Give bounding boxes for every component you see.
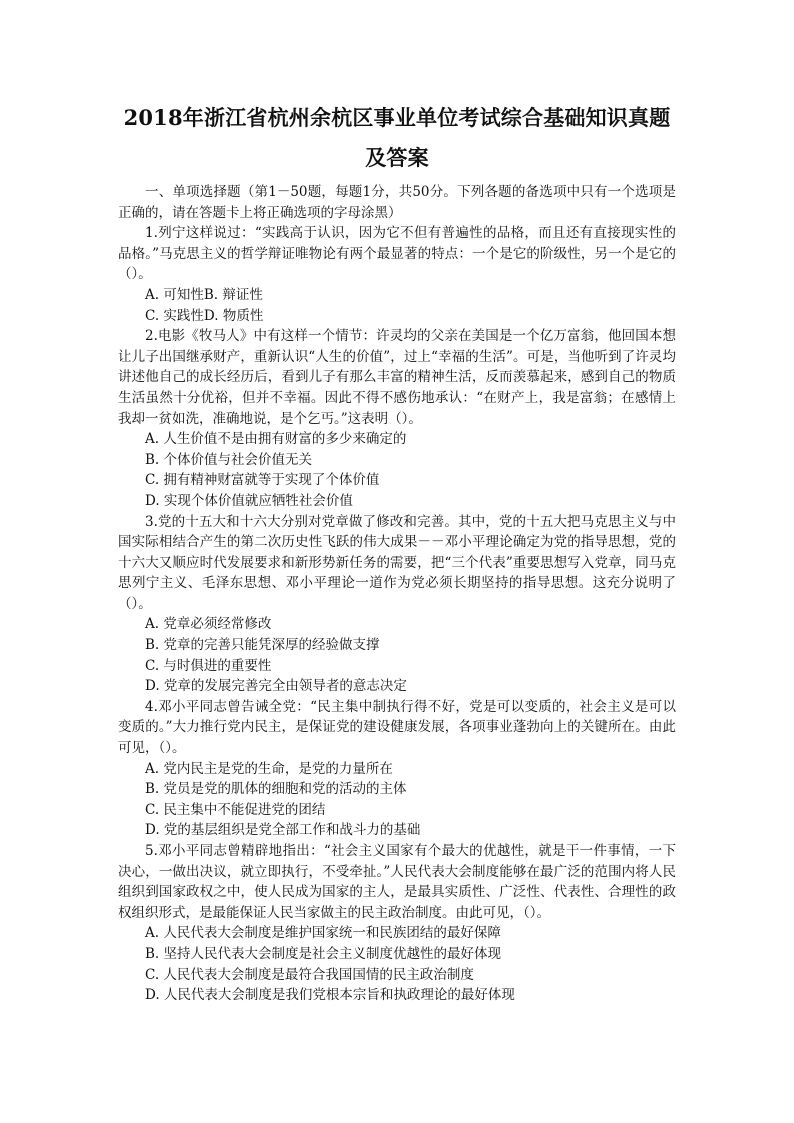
question-option: B. 个体价值与社会价值无关 bbox=[145, 451, 313, 468]
question-option: B. 坚持人民代表大会制度是社会主义制度优越性的最好体现 bbox=[145, 945, 502, 962]
question-option: B. 党员是党的肌体的细胞和党的活动的主体 bbox=[145, 781, 407, 798]
section-intro: 一、单项选择题（第1－50题，每题1分，共50分。下列各题的备选项中只有一个选项是正确的，请在答题卡上将正确选项的字母涂黑） bbox=[118, 184, 676, 221]
document-body bbox=[118, 182, 676, 1006]
question-option: D. 实现个体价值就应牺牲社会价值 bbox=[145, 492, 353, 509]
question-5 bbox=[118, 841, 676, 1006]
title-line-2: 及答案 bbox=[365, 145, 429, 170]
question-2 bbox=[118, 326, 676, 511]
question-option: C. 实践性D. 物质性 bbox=[145, 307, 264, 324]
question-3 bbox=[118, 512, 676, 697]
question-4 bbox=[118, 697, 676, 841]
question-1 bbox=[118, 223, 676, 326]
question-option: D. 党的基层组织是党全部工作和战斗力的基础 bbox=[145, 822, 421, 839]
question-option: A. 可知性B. 辩证性 bbox=[145, 286, 263, 303]
question-stem: 2.电影《牧马人》中有这样一个情节：许灵均的父亲在美国是一个亿万富翁，他回国本想让儿子出国继承财产，重新认识“人生的价值”，过上“幸福的生活”。可是，当他听到了许灵均讲述他自己的成长经历后，看到儿子有那么丰富的精神生活，反而羡慕起来，感到自己的物质生活虽然十分优裕，但并不幸福。因此不得不感伤地承认：“在财产上，我是富翁；在感情上我却一贫如洗，准确地说，是个乞丐。”这表明（）。 bbox=[118, 328, 676, 427]
question-option: A. 党章必须经常修改 bbox=[145, 616, 272, 633]
question-option: A. 党内民主是党的生命，是党的力量所在 bbox=[145, 760, 393, 777]
question-option: C. 民主集中不能促进党的团结 bbox=[145, 801, 326, 818]
question-stem: 4.邓小平同志曾告诫全党：“民主集中制执行得不好，党是可以变质的，社会主义是可以变质的。”大力推行党内民主，是保证党的建设健康发展，各项事业蓬勃向上的关键所在。由此可见，（）。 bbox=[118, 698, 676, 757]
question-stem: 5.邓小平同志曾精辟地指出：“社会主义国家有个最大的优越性，就是干一件事情，一下决心，一做出决议，就立即执行，不受牵扯。”人民代表大会制度能够在最广泛的范围内将人民组织到国家政权之中，使人民成为国家的主人，是最具实质性、广泛性、代表性、合理性的政权组织形式，是最能保证人民当家做主的民主政治制度。由此可见，（）。 bbox=[118, 843, 676, 921]
question-option: D. 人民代表大会制度是我们党根本宗旨和执政理论的最好体现 bbox=[145, 987, 515, 1004]
question-stem: 1.列宁这样说过：“实践高于认识，因为它不但有普遍性的品格，而且还有直接现实性的品格。”马克思主义的哲学辩证唯物论有两个最显著的特点：一个是它的阶级性，另一个是它的（）。 bbox=[118, 225, 676, 283]
question-option: C. 拥有精神财富就等于实现了个体价值 bbox=[145, 472, 380, 489]
question-option: C. 与时俱进的重要性 bbox=[145, 657, 272, 674]
question-option: A. 人生价值不是由拥有财富的多少来确定的 bbox=[145, 431, 407, 448]
document-page bbox=[118, 98, 676, 1006]
title-line-1: 2018年浙江省杭州余杭区事业单位考试综合基础知识真题 bbox=[123, 105, 671, 130]
question-option: A. 人民代表大会制度是维护国家统一和民族团结的最好保障 bbox=[145, 925, 501, 942]
question-option: D. 党章的发展完善完全由领导者的意志决定 bbox=[145, 678, 407, 695]
question-stem: 3.党的十五大和十六大分别对党章做了修改和完善。其中，党的十五大把马克思主义与中国实际相结合产生的第二次历史性飞跃的伟大成果－－邓小平理论确定为党的指导思想，党的十六大又顺应时代发展要求和新形势新任务的需要，把“三个代表”重要思想写入党章，同马克思列宁主义、毛泽东思想、邓小平理论一道作为党必须长期坚持的指导思想。这充分说明了（）。 bbox=[118, 513, 676, 612]
document-title bbox=[118, 98, 676, 178]
question-option: B. 党章的完善只能凭深厚的经验做支撑 bbox=[145, 637, 380, 654]
question-option: C. 人民代表大会制度是最符合我国国情的民主政治制度 bbox=[145, 966, 474, 983]
